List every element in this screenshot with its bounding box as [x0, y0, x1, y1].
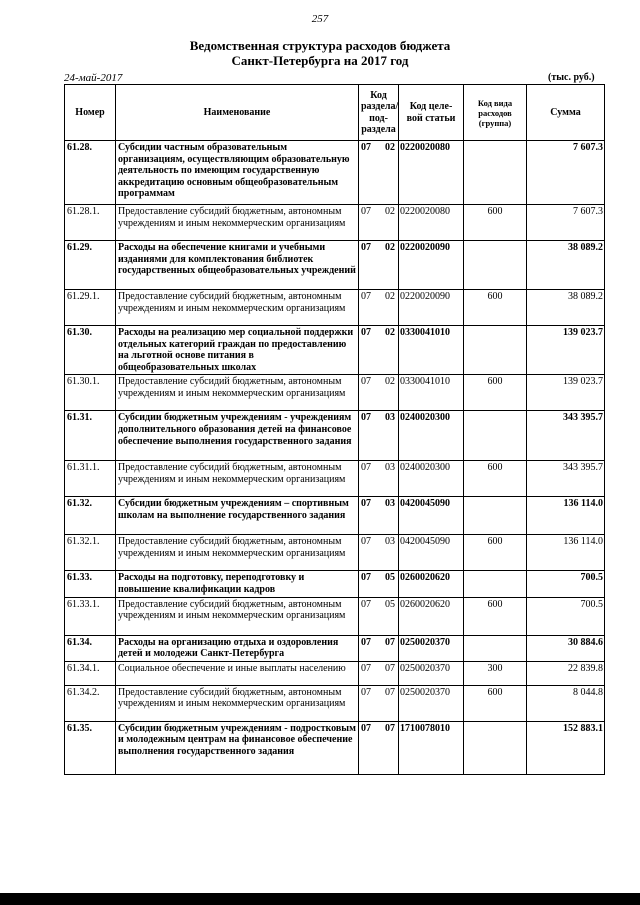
- row-subsection: 02: [379, 326, 399, 375]
- row-amount: 700.5: [527, 571, 605, 597]
- row-type: [464, 635, 527, 661]
- row-target: 0240020300: [399, 461, 464, 497]
- row-target: 0250020370: [399, 661, 464, 685]
- row-subsection: 07: [379, 685, 399, 721]
- row-name: Предоставление субсидий бюджетным, автономным учреждениям и иным некоммерческим организациям: [116, 461, 359, 497]
- row-amount: 139 023.7: [527, 326, 605, 375]
- row-type: [464, 411, 527, 461]
- row-type: 600: [464, 461, 527, 497]
- row-type: [464, 571, 527, 597]
- row-number: 61.32.: [65, 497, 116, 535]
- row-type: 300: [464, 661, 527, 685]
- table-row: [65, 635, 605, 661]
- row-subsection: 02: [379, 375, 399, 411]
- header-name: Наименование: [116, 85, 359, 141]
- row-name: Предоставление субсидий бюджетным, автономным учреждениям и иным некоммерческим организациям: [116, 685, 359, 721]
- row-number: 61.30.: [65, 326, 116, 375]
- table-header-row: [65, 85, 605, 141]
- row-name: Расходы на реализацию мер социальной поддержки отдельных категорий граждан по предоставлению на льготной основе питания в общеобразовательных школах: [116, 326, 359, 375]
- row-number: 61.30.1.: [65, 375, 116, 411]
- row-amount: 139 023.7: [527, 375, 605, 411]
- row-target: 0220020080: [399, 141, 464, 205]
- row-section: 07: [359, 241, 379, 290]
- row-name: Социальное обеспечение и иные выплаты населению: [116, 661, 359, 685]
- budget-table: [64, 84, 605, 775]
- row-number: 61.31.: [65, 411, 116, 461]
- row-name: Расходы на подготовку, переподготовку и повышение квалификации кадров: [116, 571, 359, 597]
- row-subsection: 05: [379, 571, 399, 597]
- row-number: 61.29.: [65, 241, 116, 290]
- table-row: [65, 497, 605, 535]
- row-subsection: 02: [379, 205, 399, 241]
- row-section: 07: [359, 411, 379, 461]
- row-target: 0420045090: [399, 497, 464, 535]
- row-name: Субсидии бюджетным учреждениям - учреждениям дополнительного образования детей на финансовое обеспечение выполнения государственного задания: [116, 411, 359, 461]
- row-section: 07: [359, 141, 379, 205]
- row-type: [464, 326, 527, 375]
- table-row: [65, 326, 605, 375]
- row-amount: 7 607.3: [527, 141, 605, 205]
- row-section: 07: [359, 661, 379, 685]
- row-subsection: 02: [379, 290, 399, 326]
- row-subsection: 03: [379, 535, 399, 571]
- row-number: 61.31.1.: [65, 461, 116, 497]
- row-type: [464, 141, 527, 205]
- table-row: [65, 597, 605, 635]
- row-name: Предоставление субсидий бюджетным, автономным учреждениям и иным некоммерческим организациям: [116, 597, 359, 635]
- row-target: 0240020300: [399, 411, 464, 461]
- row-section: 07: [359, 535, 379, 571]
- row-subsection: 02: [379, 241, 399, 290]
- row-name: Предоставление субсидий бюджетным, автономным учреждениям и иным некоммерческим организациям: [116, 290, 359, 326]
- row-amount: 7 607.3: [527, 205, 605, 241]
- row-type: 600: [464, 685, 527, 721]
- header-number: Номер: [65, 85, 116, 141]
- row-amount: 38 089.2: [527, 290, 605, 326]
- row-section: 07: [359, 290, 379, 326]
- document-title: [0, 38, 640, 68]
- row-number: 61.34.2.: [65, 685, 116, 721]
- row-name: Субсидии бюджетным учреждениям – спортивным школам на выполнение государственного задания: [116, 497, 359, 535]
- table-body: [65, 141, 605, 775]
- row-amount: 38 089.2: [527, 241, 605, 290]
- row-name: Субсидии бюджетным учреждениям - подростковым и молодежным центрам на финансовое обеспечение выполнения государственного задания: [116, 721, 359, 774]
- table-row: [65, 535, 605, 571]
- row-name: Предоставление субсидий бюджетным, автономным учреждениям и иным некоммерческим организациям: [116, 205, 359, 241]
- row-number: 61.28.: [65, 141, 116, 205]
- table-row: [65, 721, 605, 774]
- row-number: 61.34.1.: [65, 661, 116, 685]
- row-amount: 136 114.0: [527, 497, 605, 535]
- table-row: [65, 461, 605, 497]
- row-number: 61.33.1.: [65, 597, 116, 635]
- row-amount: 136 114.0: [527, 535, 605, 571]
- row-subsection: 02: [379, 141, 399, 205]
- document-date: 24-май-2017: [64, 72, 123, 84]
- row-type: 600: [464, 290, 527, 326]
- row-target: 0220020090: [399, 241, 464, 290]
- row-section: 07: [359, 205, 379, 241]
- row-type: 600: [464, 597, 527, 635]
- row-amount: 343 395.7: [527, 461, 605, 497]
- table-row: [65, 685, 605, 721]
- row-section: 07: [359, 597, 379, 635]
- row-target: 0250020370: [399, 635, 464, 661]
- row-name: Расходы на обеспечение книгами и учебными изданиями для комплектования библиотек государственных общеобразовательных учреждений: [116, 241, 359, 290]
- row-type: [464, 241, 527, 290]
- row-type: 600: [464, 535, 527, 571]
- row-type: [464, 497, 527, 535]
- row-subsection: 07: [379, 635, 399, 661]
- row-name: Предоставление субсидий бюджетным, автономным учреждениям и иным некоммерческим организациям: [116, 535, 359, 571]
- row-amount: 343 395.7: [527, 411, 605, 461]
- table-row: [65, 375, 605, 411]
- row-name: Расходы на организацию отдыха и оздоровления детей и молодежи Санкт-Петербурга: [116, 635, 359, 661]
- row-number: 61.29.1.: [65, 290, 116, 326]
- row-amount: 152 883.1: [527, 721, 605, 774]
- row-target: 0250020370: [399, 685, 464, 721]
- row-name: Предоставление субсидий бюджетным, автономным учреждениям и иным некоммерческим организациям: [116, 375, 359, 411]
- row-section: 07: [359, 721, 379, 774]
- row-number: 61.33.: [65, 571, 116, 597]
- row-subsection: 05: [379, 597, 399, 635]
- row-target: 0420045090: [399, 535, 464, 571]
- row-number: 61.34.: [65, 635, 116, 661]
- row-target: 1710078010: [399, 721, 464, 774]
- units-label: (тыс. руб.): [548, 72, 595, 83]
- header-amount: Сумма: [527, 85, 605, 141]
- scan-edge: [0, 893, 640, 905]
- table-row: [65, 661, 605, 685]
- row-amount: 22 839.8: [527, 661, 605, 685]
- row-target: 0220020090: [399, 290, 464, 326]
- row-section: 07: [359, 326, 379, 375]
- title-line-1: Ведомственная структура расходов бюджета: [189, 38, 451, 53]
- row-target: 0260020620: [399, 571, 464, 597]
- page-number: 257: [311, 13, 329, 25]
- row-subsection: 07: [379, 721, 399, 774]
- row-number: 61.35.: [65, 721, 116, 774]
- row-section: 07: [359, 375, 379, 411]
- row-section: 07: [359, 461, 379, 497]
- row-section: 07: [359, 635, 379, 661]
- row-target: 0220020080: [399, 205, 464, 241]
- row-amount: 8 044.8: [527, 685, 605, 721]
- row-section: 07: [359, 497, 379, 535]
- header-type: Код вида расходов (группа): [464, 85, 527, 141]
- table-row: [65, 241, 605, 290]
- row-amount: 30 884.6: [527, 635, 605, 661]
- table-row: [65, 205, 605, 241]
- table-row: [65, 290, 605, 326]
- title-line-2: Санкт-Петербурга на 2017 год: [231, 53, 409, 68]
- row-section: 07: [359, 571, 379, 597]
- table-row: [65, 411, 605, 461]
- row-subsection: 03: [379, 411, 399, 461]
- row-type: 600: [464, 205, 527, 241]
- table-row: [65, 571, 605, 597]
- row-subsection: 03: [379, 461, 399, 497]
- row-number: 61.28.1.: [65, 205, 116, 241]
- row-target: 0330041010: [399, 326, 464, 375]
- header-target: Код целе- вой статьи: [399, 85, 464, 141]
- row-type: 600: [464, 375, 527, 411]
- table-row: [65, 141, 605, 205]
- row-target: 0330041010: [399, 375, 464, 411]
- header-section: Код раздела/ под- раздела: [359, 85, 399, 141]
- row-target: 0260020620: [399, 597, 464, 635]
- row-amount: 700.5: [527, 597, 605, 635]
- row-name: Субсидии частным образовательным организациям, осуществляющим образовательную деятельность по имеющим государственную аккредитацию основным общеобразовательным программам: [116, 141, 359, 205]
- row-section: 07: [359, 685, 379, 721]
- row-subsection: 03: [379, 497, 399, 535]
- row-number: 61.32.1.: [65, 535, 116, 571]
- row-subsection: 07: [379, 661, 399, 685]
- row-type: [464, 721, 527, 774]
